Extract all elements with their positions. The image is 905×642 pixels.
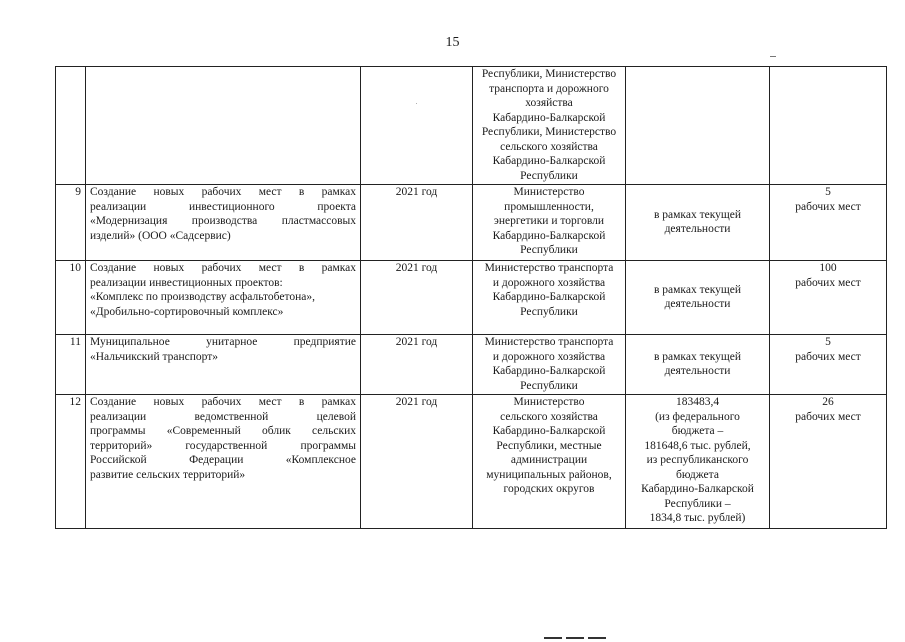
scan-bottom-mark [540,632,606,642]
cell-description: Создание новых рабочих мест в рамках реализации инвестиционного проекта «Модернизация производства пластмассовых изделий» (ООО «Садсервис) [86,185,361,261]
cell-num: 9 [56,185,86,261]
cell-description [86,67,361,185]
cell-executor: Министерство транспорта и дорожного хозяйства Кабардино-Балкарской Республики [473,335,626,395]
cell-result: 100 рабочих мест [770,261,887,335]
cell-executor: Министерство транспорта и дорожного хозяйства Кабардино-Балкарской Республики [473,261,626,335]
cell-funding: в рамках текущей деятельности [626,261,770,335]
cell-num [56,67,86,185]
cell-executor: Министерство сельского хозяйства Кабардино-Балкарской Республики, местные администрации муниципальных районов, городских округов [473,395,626,529]
cell-executor: Министерство промышленности, энергетики и торговли Кабардино-Балкарской Республики [473,185,626,261]
cell-num: 11 [56,335,86,395]
cell-result: 5 рабочих мест [770,185,887,261]
cell-funding [626,67,770,185]
cell-executor: Республики, Министерство транспорта и дорожного хозяйства Кабардино-Балкарской Республики, Министерство сельского хозяйства Кабардино-Балкарской Республики [473,67,626,185]
table-row-continuation [56,67,887,185]
cell-funding: 183483,4 (из федерального бюджета – 181648,6 тыс. рублей, из республиканского бюджета Кабардино-Балкарской Республики – 1834,8 тыс. рублей) [626,395,770,529]
measures-table [55,66,887,529]
cell-description: Муниципальное унитарное предприятие «Нальчикский транспорт» [86,335,361,395]
table-row [56,185,887,261]
table-row [56,335,887,395]
cell-result: 5 рабочих мест [770,335,887,395]
scan-dot-mark: . [415,97,418,106]
table-row [56,395,887,529]
cell-num: 12 [56,395,86,529]
table-row [56,261,887,335]
cell-result: 26 рабочих мест [770,395,887,529]
cell-result [770,67,887,185]
cell-funding: в рамках текущей деятельности [626,335,770,395]
cell-description: Создание новых рабочих мест в рамках реализации ведомственной целевой программы «Современный облик сельских территорий» государственной программы Российской Федерации «Комплексное развитие сельских территорий» [86,395,361,529]
cell-year: 2021 год [361,395,473,529]
page-number: 15 [445,35,460,50]
cell-year: 2021 год [361,185,473,261]
cell-year [361,67,473,185]
cell-description: Создание новых рабочих мест в рамках реализации инвестиционных проектов: «Комплекс по производству асфальтобетона», «Дробильно-сортировочный комплекс» [86,261,361,335]
cell-funding: в рамках текущей деятельности [626,185,770,261]
cell-num: 10 [56,261,86,335]
cell-year: 2021 год [361,261,473,335]
cell-year: 2021 год [361,335,473,395]
scan-dash-mark [770,56,776,57]
